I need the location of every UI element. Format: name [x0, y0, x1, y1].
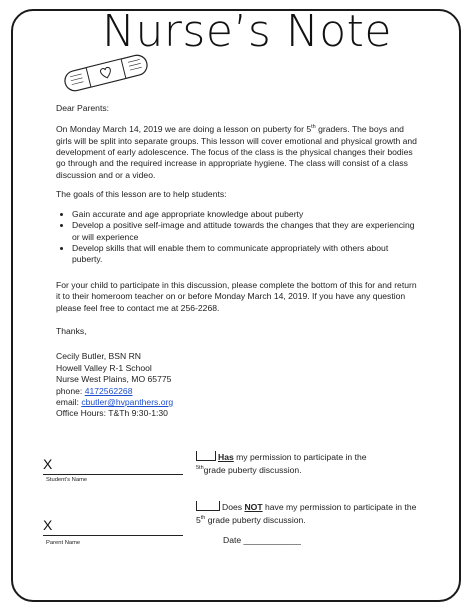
phone-line — [56, 386, 421, 397]
email-line — [56, 397, 421, 408]
student-signature-line[interactable] — [43, 474, 183, 475]
request-paragraph: For your child to participate in this discussion, please complete the bottom of this for and return it to their homeroom teacher on or before Monday March 14, 2019. If you have any question please feel free to contact me at 256-2268. — [56, 279, 417, 313]
closing: Thanks, — [56, 325, 87, 336]
not-word: NOT — [244, 502, 263, 512]
has-text: my permission to participate in the — [233, 452, 367, 462]
has-word: Has — [218, 452, 234, 462]
parent-name-label: Parent Name — [46, 540, 81, 546]
goals-list — [56, 209, 421, 266]
not-text: have my permission to participate in the 5 — [196, 502, 417, 525]
email-label: email: — [56, 396, 82, 407]
phone-label: phone: — [56, 385, 85, 396]
goal-item: • Gain accurate and age appropriate knowledge about puberty — [72, 209, 421, 220]
email-link[interactable]: cbutler@hvpanthers.org — [81, 396, 174, 407]
goal-item: • Develop a positive self-image and attitude towards the changes that they are experiencing or will experience — [72, 220, 421, 243]
letter-body — [56, 103, 421, 420]
phone-link[interactable]: 4172562268 — [84, 385, 133, 396]
school-address: Nurse West Plains, MO 65775 — [56, 374, 172, 385]
school-name: Howell Valley R-1 School — [56, 362, 152, 373]
has-permission-option — [196, 451, 401, 476]
intro-text-start: On Monday March 14, 2019 we are doing a lesson on puberty for 5 — [56, 124, 312, 135]
parent-signature-line[interactable] — [43, 535, 183, 536]
has-text-2: grade puberty discussion. — [203, 464, 302, 475]
date-field[interactable]: Date ____________ — [223, 535, 301, 545]
student-name-label: Student’s Name — [46, 477, 88, 483]
not-text-2: grade puberty discussion. — [205, 514, 306, 525]
goals-intro: The goals of this lesson are to help students: — [56, 189, 227, 200]
page-title: Nurse’s Note — [102, 6, 392, 57]
intro-superscript: th — [311, 124, 316, 131]
not-superscript: th — [200, 515, 206, 521]
parent-x-mark: X — [43, 517, 53, 533]
intro-paragraph — [56, 122, 421, 181]
has-permission-checkbox[interactable] — [196, 451, 216, 461]
no-permission-checkbox[interactable] — [196, 501, 220, 511]
has-superscript: 5th — [196, 465, 204, 471]
intro-text-end: graders. The boys and girls will be split into separate groups. This lesson will cover emotional and physical growth and development of early adolescence. The focus of the class is the physical changes their bodies go through and the required increase in appropriate hygiene. The class will consist of a class discussion and or a video. — [56, 124, 417, 180]
does-prefix: Does — [222, 502, 245, 512]
goal-item: • Develop skills that will enable them to communicate appropriately with others about puberty. — [72, 243, 421, 266]
greeting: Dear Parents: — [56, 103, 110, 113]
nurse-name: Cecily Butler, BSN RN — [56, 351, 142, 362]
signature-block — [56, 351, 421, 419]
bandage-icon — [60, 52, 152, 94]
office-hours: Office Hours: T&Th 9:30-1:30 — [56, 408, 168, 419]
student-x-mark: X — [43, 456, 53, 472]
no-permission-option — [196, 501, 418, 526]
